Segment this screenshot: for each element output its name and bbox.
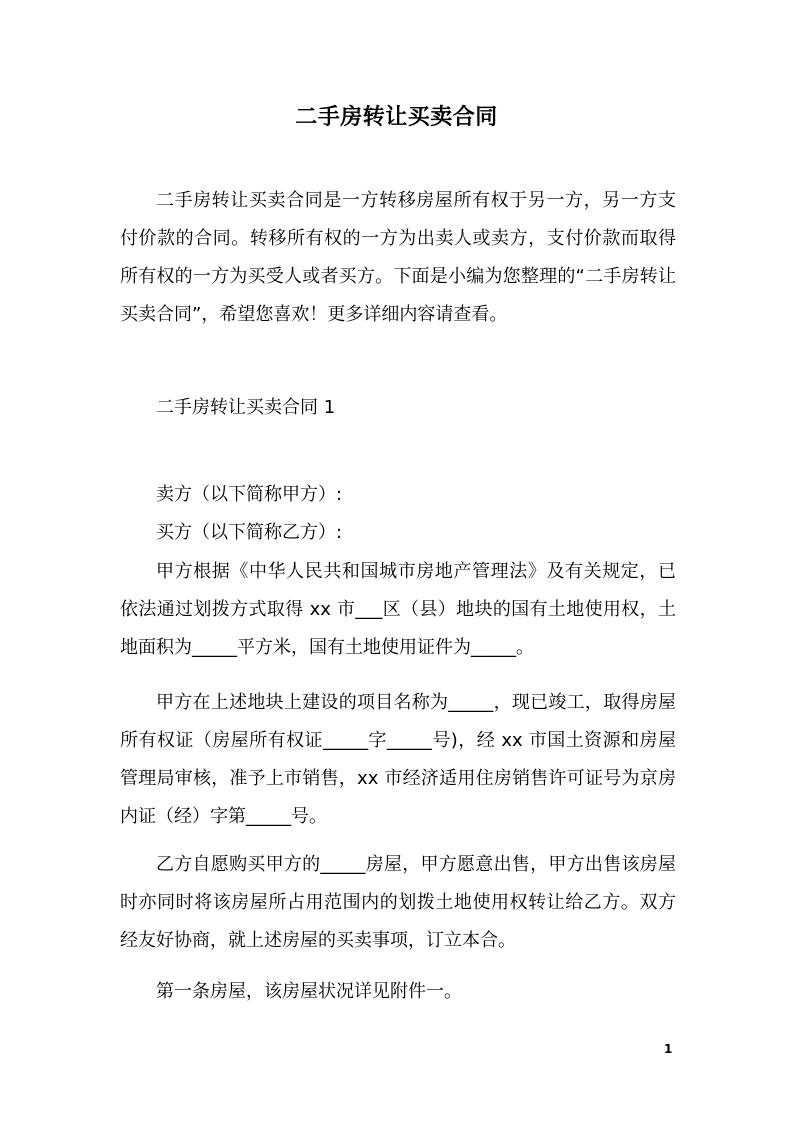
buyer-line: 买方（以下简称乙方）: [156, 522, 343, 543]
contract-paragraph-1: 甲方根据《中华人民共和国城市房地产管理法》及有关规定，已依法通过划拨方式取得 xx 市___区（县）地块的国有土地使用权，土地面积为_____平方米，国有土地使用证件为_____。 [120, 561, 676, 658]
section-heading: 二手房转让买卖合同 1 [156, 397, 336, 418]
contract-paragraph-4: 第一条房屋，该房屋状况详见附件一。 [156, 981, 462, 1002]
page-number: 1 [664, 1042, 673, 1056]
intro-paragraph: 二手房转让买卖合同是一方转移房屋所有权于另一方，另一方支付价款的合同。转移所有权的一方为出卖人或卖方，支付价款而取得所有权的一方为买受人或者买方。下面是小编为您整理的“二手房转让买卖合同”，希望您喜欢！更多详细内容请查看。 [120, 190, 676, 325]
seller-line: 卖方（以下简称甲方）: [156, 484, 343, 505]
document-title: 二手房转让买卖合同 [295, 105, 498, 130]
contract-paragraph-3: 乙方自愿购买甲方的_____房屋，甲方愿意出售，甲方出售该房屋时亦同时将该房屋所占用范围内的划拨土地使用权转让给乙方。双方经友好协商，就上述房屋的买卖事项，订立本合。 [120, 854, 676, 951]
contract-paragraph-2: 甲方在上述地块上建设的项目名称为_____，现已竣工，取得房屋所有权证（房屋所有权证_____字_____号)，经 xx 市国土资源和房屋管理局审核，准予上市销售，xx 市经济适用住房销售许可证号为京房内证（经）字第_____号。 [120, 692, 676, 827]
